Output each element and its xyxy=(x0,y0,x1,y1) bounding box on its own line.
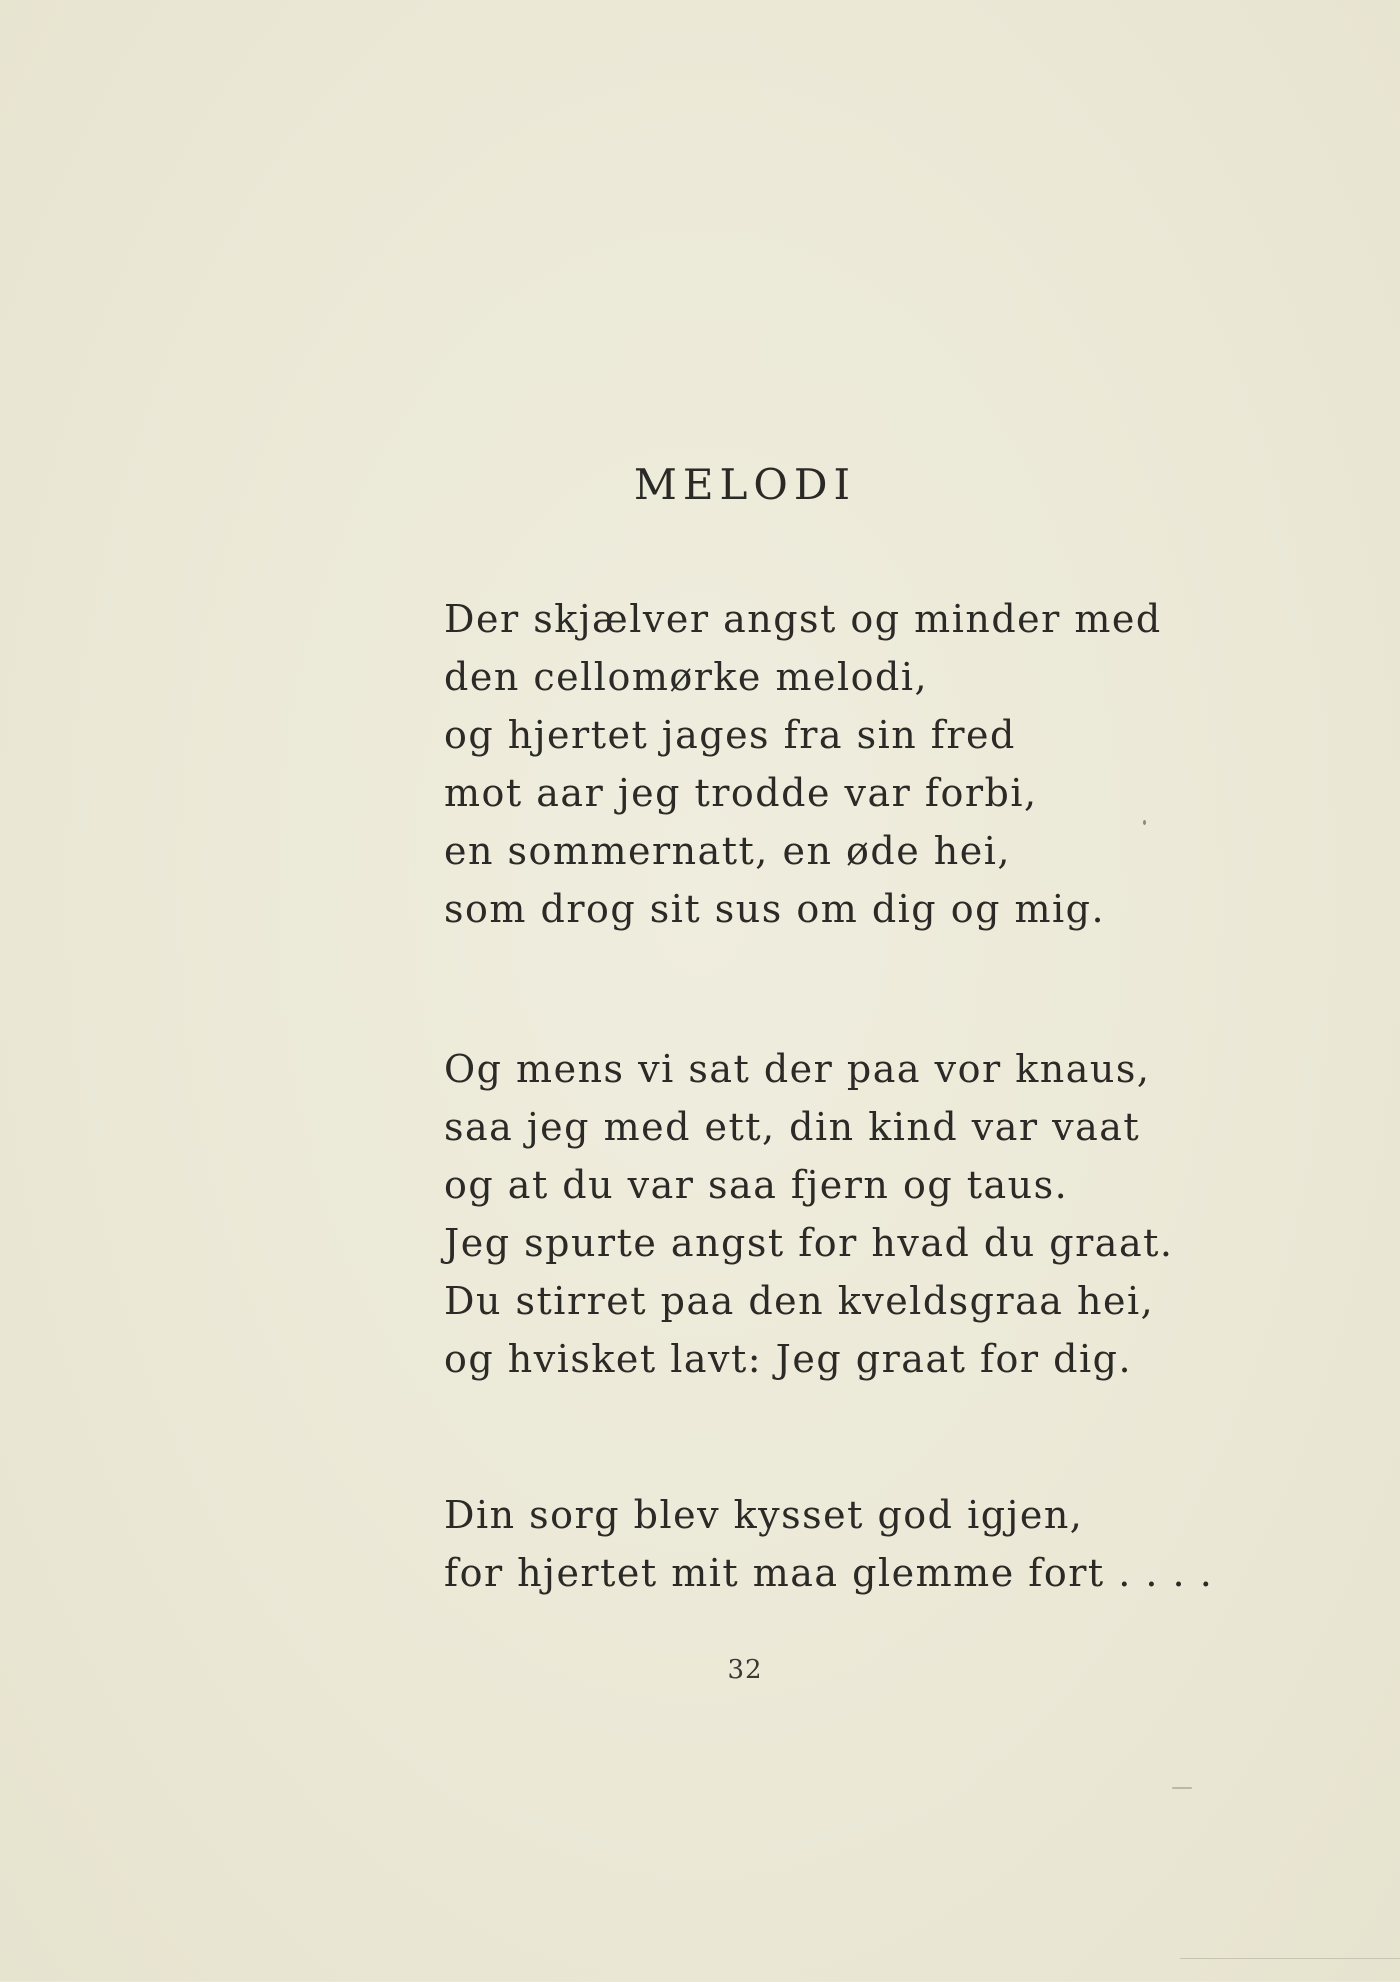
poem-line: Du stirret paa den kveldsgraa hei, xyxy=(444,1279,1155,1323)
poem-line: og at du var saa fjern og taus. xyxy=(444,1163,1069,1207)
poem-line: og hvisket lavt: Jeg graat for dig. xyxy=(444,1337,1133,1381)
poem-line: en sommernatt, en øde hei, xyxy=(444,829,1011,873)
stanza-3 xyxy=(444,1486,1213,1602)
poem-line: Og mens vi sat der paa vor knaus, xyxy=(444,1047,1151,1091)
poem-line: for hjertet mit maa glemme fort . . . . xyxy=(444,1551,1214,1595)
scan-edge xyxy=(1180,1958,1400,1982)
stanza-2 xyxy=(444,1040,1173,1388)
poem-line: saa jeg med ett, din kind var vaat xyxy=(444,1105,1141,1149)
stanza-1 xyxy=(444,590,1162,938)
poem-title: MELODI xyxy=(633,460,857,509)
poem-line: mot aar jeg trodde var forbi, xyxy=(444,771,1038,815)
poem-line: Din sorg blev kysset god igjen, xyxy=(444,1493,1084,1537)
poem-line: som drog sit sus om dig og mig. xyxy=(444,887,1106,931)
poem-line: Jeg spurte angst for hvad du graat. xyxy=(444,1221,1174,1265)
poem-line: og hjertet jages fra sin fred xyxy=(444,713,1016,757)
paper-speck xyxy=(1143,820,1146,825)
paper-speck xyxy=(1172,1787,1192,1789)
page-number: 32 xyxy=(727,1655,763,1685)
poem-line: den cellomørke melodi, xyxy=(444,655,929,699)
poem-line: Der skjælver angst og minder med xyxy=(444,597,1162,641)
